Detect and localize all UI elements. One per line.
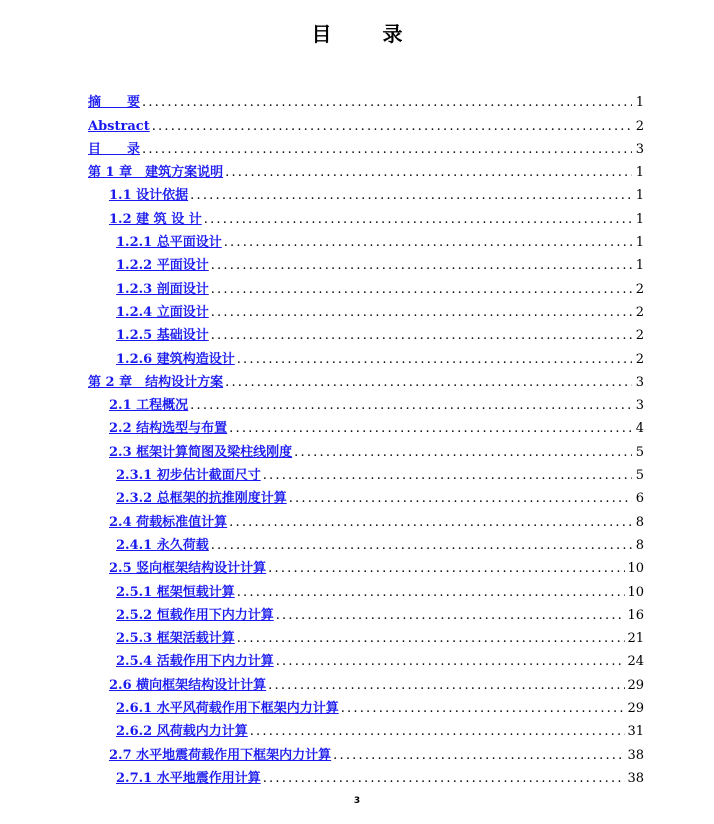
toc-entry[interactable] (88, 110, 644, 133)
leader-dots (289, 491, 632, 506)
toc-link[interactable]: 2.7 水平地震荷载作用下框架内力计算 (109, 747, 332, 763)
leader-dots (224, 235, 632, 250)
toc-entry[interactable] (88, 134, 644, 157)
toc-page-number: 5 (635, 444, 644, 460)
leader-dots (237, 585, 626, 600)
toc-entry[interactable] (88, 413, 644, 436)
toc-page-number: 10 (627, 584, 644, 600)
toc-link[interactable]: Abstract (88, 118, 150, 134)
leader-dots (237, 631, 626, 646)
leader-dots (211, 258, 632, 273)
leader-dots (211, 538, 632, 553)
toc-entry[interactable] (88, 227, 644, 250)
toc-entry[interactable] (88, 483, 644, 506)
toc-entry[interactable] (88, 157, 644, 180)
leader-dots (276, 608, 626, 623)
toc-page-number: 29 (627, 701, 644, 717)
toc-entry[interactable] (88, 600, 644, 623)
toc-link[interactable]: 2.6.1 水平风荷载作用下框架内力计算 (116, 701, 339, 717)
toc-page-number: 21 (627, 631, 644, 647)
toc-link[interactable]: 2.4 荷载标准值计算 (109, 514, 228, 530)
toc-entry[interactable] (88, 646, 644, 669)
page-footer-number: 3 (353, 796, 361, 806)
toc-page-number: 2 (635, 281, 644, 297)
leader-dots (268, 678, 625, 693)
toc-page-number: 1 (635, 258, 644, 274)
toc-link[interactable]: 1.2.1 总平面设计 (116, 235, 222, 251)
toc-link[interactable]: 1.2.3 剖面设计 (116, 281, 209, 297)
table-of-contents (88, 87, 644, 786)
toc-entry[interactable] (88, 693, 644, 716)
toc-entry[interactable] (88, 623, 644, 646)
toc-entry[interactable] (88, 367, 644, 390)
toc-entry[interactable] (88, 460, 644, 483)
toc-page-number: 10 (627, 561, 644, 577)
toc-entry[interactable] (88, 506, 644, 529)
toc-link[interactable]: 2.3 框架计算简图及梁柱线刚度 (109, 444, 293, 460)
toc-page-number: 1 (635, 165, 644, 181)
toc-page-number: 24 (627, 654, 644, 670)
toc-page-number: 38 (627, 747, 644, 763)
toc-link[interactable]: 2.1 工程概况 (109, 398, 189, 414)
toc-page-number: 4 (635, 421, 644, 437)
leader-dots (225, 165, 632, 180)
leader-dots (190, 188, 632, 203)
toc-page-number: 29 (627, 677, 644, 693)
toc-page-number: 1 (635, 188, 644, 204)
toc-entry[interactable] (88, 739, 644, 762)
leader-dots (263, 771, 626, 786)
toc-page-number: 1 (635, 95, 644, 111)
toc-entry[interactable] (88, 273, 644, 296)
leader-dots (211, 305, 632, 320)
toc-entry[interactable] (88, 320, 644, 343)
toc-page-number: 8 (635, 514, 644, 530)
toc-entry[interactable] (88, 180, 644, 203)
toc-link[interactable]: 2.3.1 初步估计截面尺寸 (116, 468, 261, 484)
toc-link[interactable]: 1.2.4 立面设计 (116, 304, 209, 320)
leader-dots (229, 421, 632, 436)
toc-link[interactable]: 2.5.1 框架恒载计算 (116, 584, 235, 600)
toc-entry[interactable] (88, 763, 644, 786)
toc-link[interactable]: 第 2 章 结构设计方案 (88, 374, 224, 390)
toc-page-number: 2 (635, 328, 644, 344)
leader-dots (204, 212, 632, 227)
toc-page-number: 3 (635, 141, 644, 157)
leader-dots (225, 375, 632, 390)
toc-entry[interactable] (88, 343, 644, 366)
leader-dots (229, 515, 632, 530)
toc-entry[interactable] (88, 297, 644, 320)
leader-dots (211, 328, 632, 343)
toc-entry[interactable] (88, 203, 644, 226)
toc-entry[interactable] (88, 436, 644, 459)
toc-page-number: 2 (635, 304, 644, 320)
toc-link[interactable]: 1.2.5 基础设计 (116, 328, 209, 344)
toc-entry[interactable] (88, 390, 644, 413)
leader-dots (294, 445, 632, 460)
toc-page-number: 31 (627, 724, 644, 740)
leader-dots (250, 724, 626, 739)
leader-dots (268, 561, 625, 576)
toc-page-number: 1 (635, 235, 644, 251)
toc-entry[interactable] (88, 530, 644, 553)
toc-link[interactable]: 1.2.6 建筑构造设计 (116, 351, 235, 367)
leader-dots (142, 142, 632, 157)
toc-link[interactable]: 2.7.1 水平地震作用计算 (116, 770, 261, 786)
toc-page-number: 3 (635, 398, 644, 414)
toc-entry[interactable] (88, 576, 644, 599)
toc-page-number: 8 (635, 537, 644, 553)
leader-dots (190, 398, 632, 413)
toc-entry[interactable] (88, 250, 644, 273)
toc-entry[interactable] (88, 716, 644, 739)
toc-link[interactable]: 2.5.2 恒载作用下内力计算 (116, 607, 274, 623)
toc-link[interactable]: 2.4.1 永久荷载 (116, 537, 209, 553)
toc-link[interactable]: 2.5 竖向框架结构设计计算 (109, 561, 267, 577)
toc-link[interactable]: 2.6.2 风荷载内力计算 (116, 724, 248, 740)
toc-link[interactable]: 1.1 设计依据 (109, 188, 189, 204)
toc-link[interactable]: 2.5.3 框架活载计算 (116, 631, 235, 647)
toc-link[interactable]: 2.5.4 活载作用下内力计算 (116, 654, 274, 670)
leader-dots (276, 654, 626, 669)
toc-page-number: 38 (627, 770, 644, 786)
toc-link[interactable]: 目 录 (88, 141, 141, 157)
leader-dots (142, 95, 632, 110)
toc-link[interactable]: 第 1 章 建筑方案说明 (88, 165, 224, 181)
leader-dots (211, 282, 632, 297)
leader-dots (152, 119, 632, 134)
toc-link[interactable]: 1.2 建 筑 设 计 (109, 211, 202, 227)
toc-entry[interactable] (88, 669, 644, 692)
leader-dots (341, 701, 626, 716)
page-title: 目 录 (311, 22, 425, 46)
toc-link[interactable]: 2.6 横向框架结构设计计算 (109, 677, 267, 693)
leader-dots (263, 468, 632, 483)
toc-link[interactable]: 1.2.2 平面设计 (116, 258, 209, 274)
toc-page-number: 5 (635, 468, 644, 484)
toc-entry[interactable] (88, 87, 644, 110)
toc-page-number: 16 (627, 607, 644, 623)
toc-page-number: 3 (635, 374, 644, 390)
toc-link[interactable]: 摘 要 (88, 95, 141, 111)
toc-page-number: 6 (635, 491, 644, 507)
leader-dots (333, 748, 625, 763)
toc-page-number: 1 (635, 211, 644, 227)
toc-page-number: 2 (635, 118, 644, 134)
toc-link[interactable]: 2.2 结构选型与布置 (109, 421, 228, 437)
toc-page-number: 2 (635, 351, 644, 367)
leader-dots (237, 352, 632, 367)
toc-entry[interactable] (88, 553, 644, 576)
toc-link[interactable]: 2.3.2 总框架的抗推刚度计算 (116, 491, 287, 507)
